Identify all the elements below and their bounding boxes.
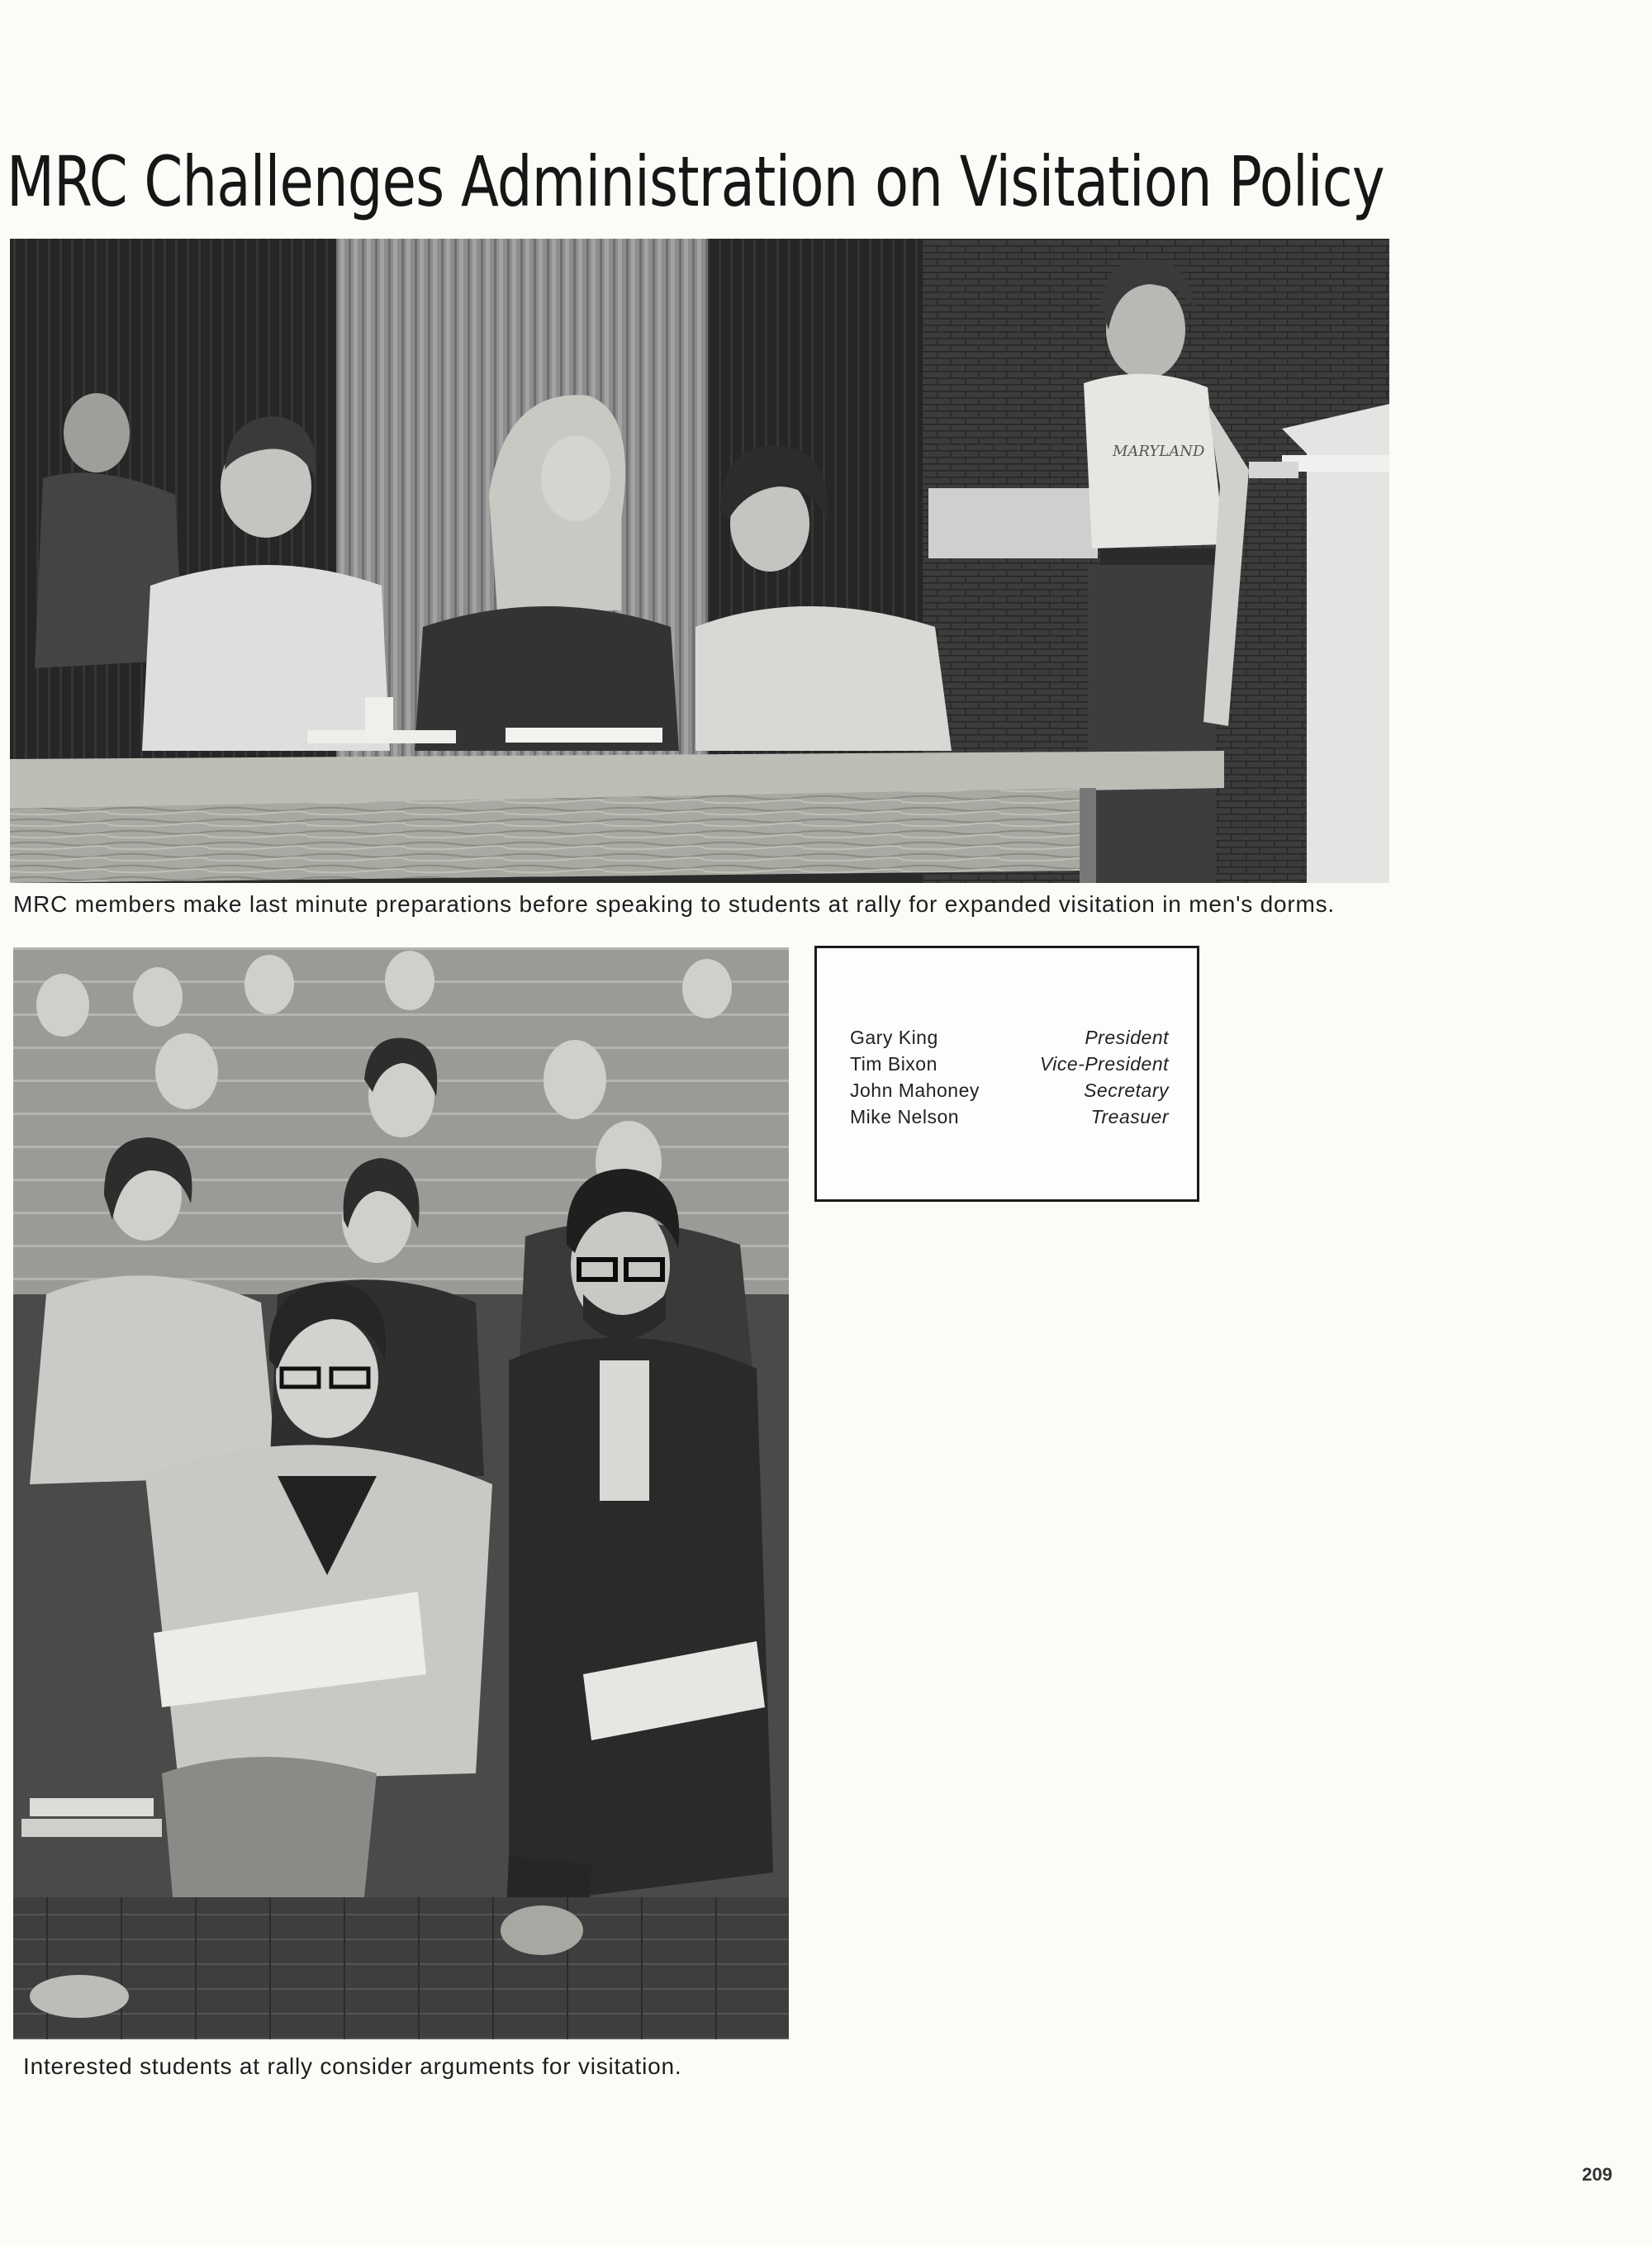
top-photo-caption: MRC members make last minute preparations before speaking to students at rally for expanded visitation in men's dorms. [13,891,1336,917]
officer-name: Tim Bixon [850,1053,938,1075]
officer-row [850,1051,1169,1077]
maryland-shirt-text: MARYLAND [1113,443,1205,460]
officer-title: Secretary [1084,1080,1169,1101]
mrc-members-photo-image [10,239,1389,883]
officer-name: John Mahoney [850,1080,980,1101]
officer-row [850,1104,1169,1130]
officer-title: Treasuer [1090,1106,1169,1127]
students-rally-photo [13,947,789,2039]
officer-name: Mike Nelson [850,1106,960,1127]
mrc-members-photo [10,239,1389,883]
officers-box [814,946,1199,1202]
officer-name: Gary King [850,1027,938,1048]
bottom-photo-caption: Interested students at rally consider arguments for visitation. [23,2053,682,2079]
officer-title: President [1085,1027,1169,1048]
officer-row [850,1077,1169,1104]
page-number: 209 [1582,2164,1612,2185]
page-headline: MRC Challenges Administration on Visitation Policy [7,141,1384,222]
students-rally-photo-image [13,947,789,2039]
officer-title: Vice-President [1039,1053,1169,1075]
officer-row [850,1024,1169,1051]
